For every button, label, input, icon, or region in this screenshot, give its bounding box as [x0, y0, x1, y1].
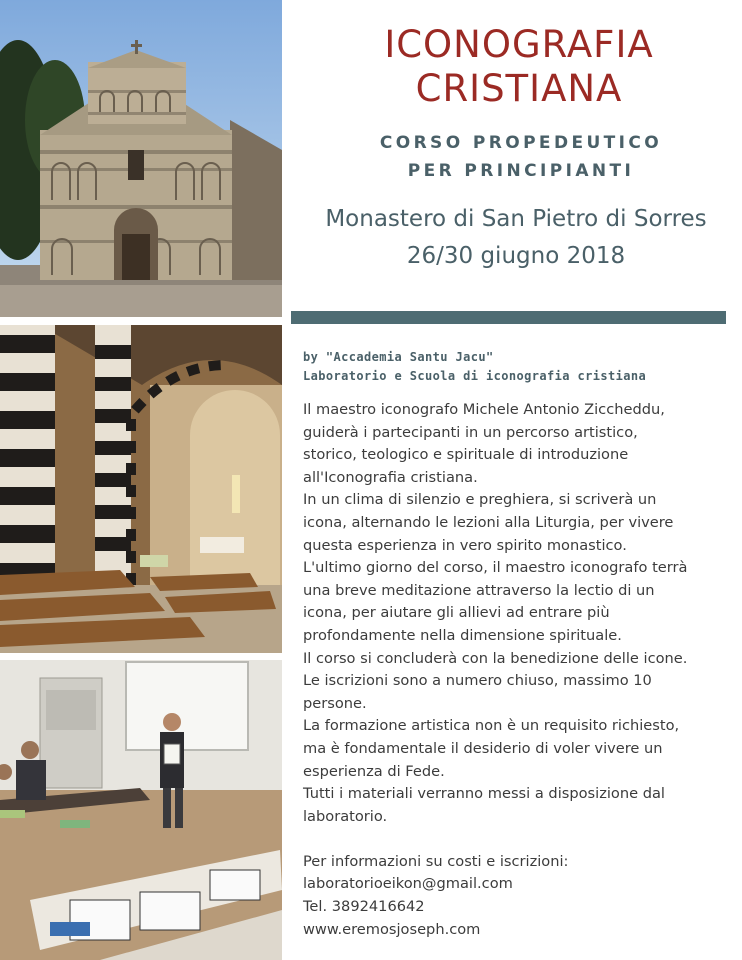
body-line: guiderà i partecipanti in un percorso artistico,	[303, 423, 638, 441]
venue-name: Monastero di San Pietro di Sorres	[325, 206, 707, 232]
body-line: profondamente nella dimensione spirituale.	[303, 626, 622, 644]
body-line: icona, alternando le lezioni alla Liturgia, per vivere	[303, 513, 674, 531]
contact-phone: Tel. 3892416642	[303, 898, 425, 916]
body-line: La formazione artistica non è un requisito richiesto,	[303, 717, 680, 735]
contact-email: laboratorioeikon@gmail.com	[303, 875, 513, 893]
body-line: Il maestro iconografo Michele Antonio Ziccheddu,	[303, 401, 665, 418]
body-line: questa esperienza in vero spirito monastico.	[303, 536, 627, 554]
contact-heading: Per informazioni su costi e iscrizioni:	[303, 852, 569, 870]
body-line: persone.	[303, 694, 367, 712]
body-line: ma è fondamentale il desiderio di voler vivere un	[303, 739, 663, 757]
title-line-1: ICONOGRAFIA	[384, 23, 654, 66]
subtitle-line-1: CORSO PROPEDEUTICO	[379, 133, 663, 153]
body-line: all'Iconografia cristiana.	[303, 468, 478, 486]
blank-line	[303, 828, 739, 851]
body-line: storico, teologico e spirituale di introduzione	[303, 446, 629, 464]
subtitle-line-2: PER PRINCIPIANTI	[407, 161, 635, 181]
church-interior-photo	[0, 325, 282, 653]
contact-website: www.eremosjoseph.com	[303, 920, 481, 938]
event-dates: 26/30 giugno 2018	[406, 243, 626, 269]
organizer-name: by "Accademia Santu Jacu"	[303, 350, 494, 364]
course-description	[303, 399, 739, 941]
body-line: una breve meditazione attraverso la lectio di un	[303, 581, 655, 599]
classroom-photo	[0, 660, 282, 960]
body-line: icona, per aiutare gli allievi ad entrare più	[303, 604, 610, 622]
body-line: Il corso si concluderà con la benedizione delle icone.	[303, 649, 688, 667]
organizer-description: Laboratorio e Scuola di iconografia cristiana	[303, 369, 647, 383]
divider-bar	[291, 311, 726, 324]
body-line: In un clima di silenzio e preghiera, si scriverà un	[303, 491, 657, 509]
title-line-2: CRISTIANA	[415, 67, 623, 110]
body-line: esperienza di Fede.	[303, 762, 445, 780]
body-line: Tutti i materiali verranno messi a disposizione dal	[303, 785, 665, 803]
body-line: Le iscrizioni sono a numero chiuso, massimo 10	[303, 672, 652, 690]
body-line: laboratorio.	[303, 807, 388, 825]
church-facade-photo	[0, 0, 282, 317]
body-line: L'ultimo giorno del corso, il maestro iconografo terrà	[303, 559, 688, 577]
